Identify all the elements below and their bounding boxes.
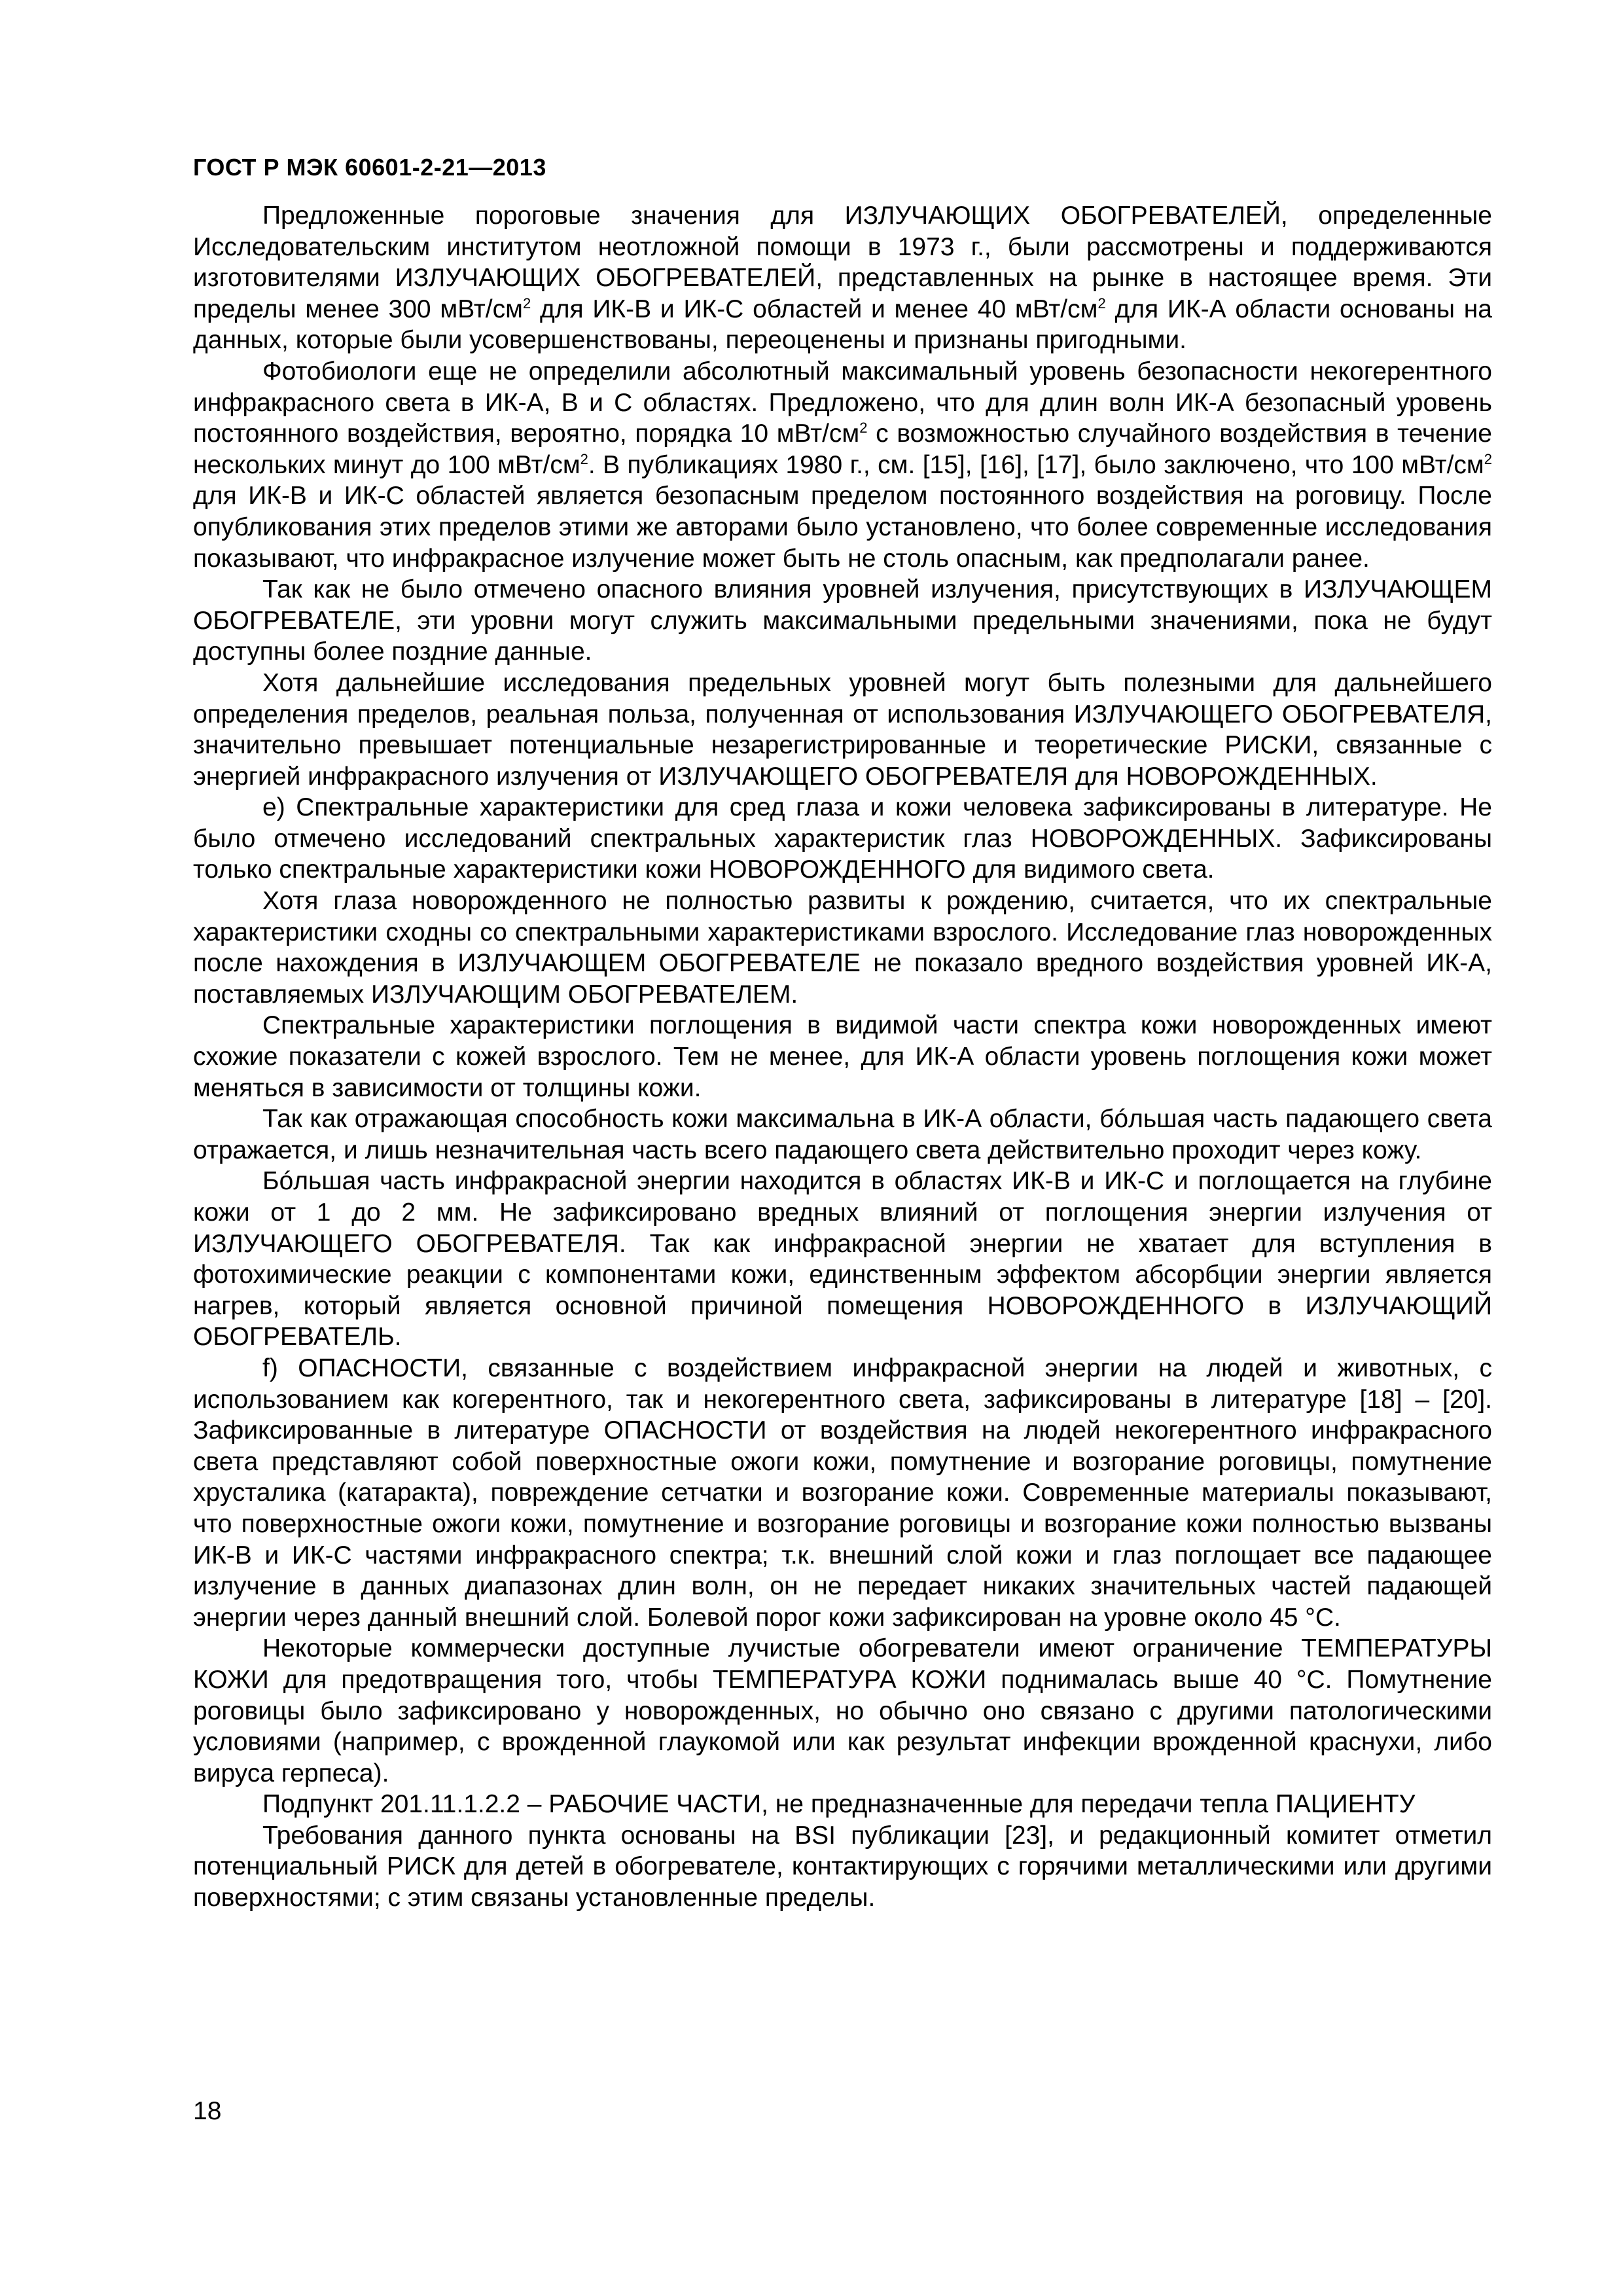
paragraph-radiant-warmer-thresholds (193, 200, 1492, 356)
paragraph-item-f-hazards: f) ОПАСНОСТИ, связанные с воздействием инфракрасной энергии на людей и животных, с использованием как когерентного, так и некогерентного света, зафиксированы в литературе [18] – [20]. Зафиксированные в литературе ОПАСНОСТИ от воздействия на людей некогерентного инфракрасного света представляют собой поверхностные ожоги кожи, помутнение и возгорание роговицы, помутнение хрусталика (катаракта), повреждение сетчатки и возгорание кожи. Современные материалы показывают, что поверхностные ожоги кожи, помутнение и возгорание роговицы и возгорание кожи полностью вызваны ИК-В и ИК-С частями инфракрасного спектра; т.к. внешний слой кожи и глаз поглощает все падающее излучение в данных диапазонах длин волн, он не передает никаких значительных частей падающей энергии через данный внешний слой. Болевой порог кожи зафиксирован на уровне около 45 °С. (193, 1354, 1492, 1632)
document-body (193, 200, 1492, 1914)
text-run: для ИК-А области основаны на данных, которые были усовершенствованы, переоценены и признаны пригодными. (193, 295, 1492, 355)
superscript: 2 (522, 295, 531, 312)
paragraph-further-research: Хотя дальнейшие исследования предельных уровней могут быть полезными для дальнейшего определения пределов, реальная польза, полученная от использования ИЗЛУЧАЮЩЕГО ОБОГРЕВАТЕЛЯ, значительно превышает потенциальные незарегистрированные и теоретические РИСКИ, связанные с энергией инфракрасного излучения от ИЗЛУЧАЮЩЕГО ОБОГРЕВАТЕЛЯ для НОВОРОЖДЕННЫХ. (193, 668, 1492, 791)
paragraph-ir-energy-depth: Бóльшая часть инфракрасной энергии находится в областях ИК-В и ИК-С и поглощается на глубине кожи от 1 до 2 мм. Не зафиксировано вредных влияний от поглощения энергии излучения от ИЗЛУЧАЮЩЕГО ОБОГРЕВАТЕЛЯ. Так как инфракрасной энергии не хватает для вступления в фотохимические реакции с компонентами кожи, единственным эффектом абсорбции энергии является нагрев, который является основной причиной помещения НОВОРОЖДЕННОГО в ИЗЛУЧАЮЩИЙ ОБОГРЕВАТЕЛЬ. (193, 1167, 1492, 1352)
superscript: 2 (859, 420, 868, 437)
paragraph-item-e-spectral: e) Спектральные характеристики для сред глаза и кожи человека зафиксированы в литературе. Не было отмечено исследований спектральных характеристик глаз НОВОРОЖДЕННЫХ. Зафиксированы только спектральные характеристики кожи НОВОРОЖДЕННОГО для видимого света. (193, 793, 1492, 884)
paragraph-skin-absorption: Спектральные характеристики поглощения в видимой части спектра кожи новорожденных имеют схожие показатели с кожей взрослого. Тем не менее, для ИК-А области уровень поглощения кожи может меняться в зависимости от толщины кожи. (193, 1011, 1492, 1102)
superscript: 2 (580, 450, 588, 467)
text-run: для ИК-В и ИК-С областей и менее 40 мВт/см (531, 295, 1098, 323)
page-number: 18 (193, 2097, 222, 2125)
paragraph-newborn-eyes: Хотя глаза новорожденного не полностью развиты к рождению, считается, что их спектральные характеристики сходны со спектральными характеристиками взрослого. Исследование глаз новорожденных после нахождения в ИЗЛУЧАЮЩЕМ ОБОГРЕВАТЕЛЕ не показало вредного воздействия уровней ИК-А, поставляемых ИЗЛУЧАЮЩИМ ОБОГРЕВАТЕЛЕМ. (193, 887, 1492, 1009)
paragraph-bsi-requirements: Требования данного пункта основаны на BSI публикации [23], и редакционный комитет отметил потенциальный РИСК для детей в обогревателе, контактирующих с горячими металлическими или другими поверхностями; с этим связаны установленные пределы. (193, 1821, 1492, 1912)
paragraph-no-hazard-noted: Так как не было отмечено опасного влияния уровней излучения, присутствующих в ИЗЛУЧАЮЩЕМ ОБОГРЕВАТЕЛЕ, эти уровни могут служить максимальными предельными значениями, пока не будут доступны более поздние данные. (193, 575, 1492, 666)
text-run: . В публикациях 1980 г., см. [15], [16], [17], было заключено, что 100 мВт/см (588, 450, 1484, 479)
superscript: 2 (1484, 450, 1492, 467)
text-run: Предложенные пороговые значения для ИЗЛУЧАЮЩИХ ОБОГРЕВАТЕЛЕЙ, определенные Исследовательским институтом неотложной помощи в 1973 г., были рассмотрены и поддерживаются изготовителями ИЗЛУЧАЮЩИХ ОБОГРЕВАТЕЛЕЙ, представленных на рынке в настоящее время. Эти пределы менее 300 мВт/см (193, 202, 1492, 323)
paragraph-skin-reflectance: Так как отражающая способность кожи максимальна в ИК-А области, бóльшая часть падающего света отражается, и лишь незначительная часть всего падающего света действительно проходит через кожу. (193, 1105, 1492, 1164)
superscript: 2 (1097, 295, 1106, 312)
standard-header: ГОСТ Р МЭК 60601-2-21—2013 (193, 154, 546, 181)
paragraph-skin-temperature-limit: Некоторые коммерчески доступные лучистые обогреватели имеют ограничение ТЕМПЕРАТУРЫ КОЖИ для предотвращения того, чтобы ТЕМПЕРАТУРА КОЖИ поднималась выше 40 °С. Помутнение роговицы было зафиксировано у новорожденных, но обычно оно связано с другими патологическими условиями (например, с врожденной глаукомой или как результат инфекции врожденной краснухи, либо вируса герпеса). (193, 1634, 1492, 1787)
text-run: с возможностью случайного воздействия в течение нескольких минут до 100 мВт/см (193, 420, 1492, 479)
text-run: Фотобиологи еще не определили абсолютный максимальный уровень безопасности некогерентного инфракрасного света в ИК-А, В и С областях. Предложено, что для длин волн ИК-А безопасный уровень постоянного воздействия, вероятно, порядка 10 мВт/см (193, 357, 1492, 448)
text-run: для ИК-В и ИК-С областей является безопасным пределом постоянного воздействия на роговицу. После опубликования этих пределов этими же авторами было установлено, что более современные исследования показывают, что инфракрасное излучение может быть не столь опасным, как предполагали ранее. (193, 482, 1492, 573)
paragraph-subclause-heading: Подпункт 201.11.1.2.2 – РАБОЧИЕ ЧАСТИ, не предназначенные для передачи тепла ПАЦИЕНТУ (262, 1790, 1416, 1819)
paragraph-photobiology-limits (193, 356, 1492, 574)
